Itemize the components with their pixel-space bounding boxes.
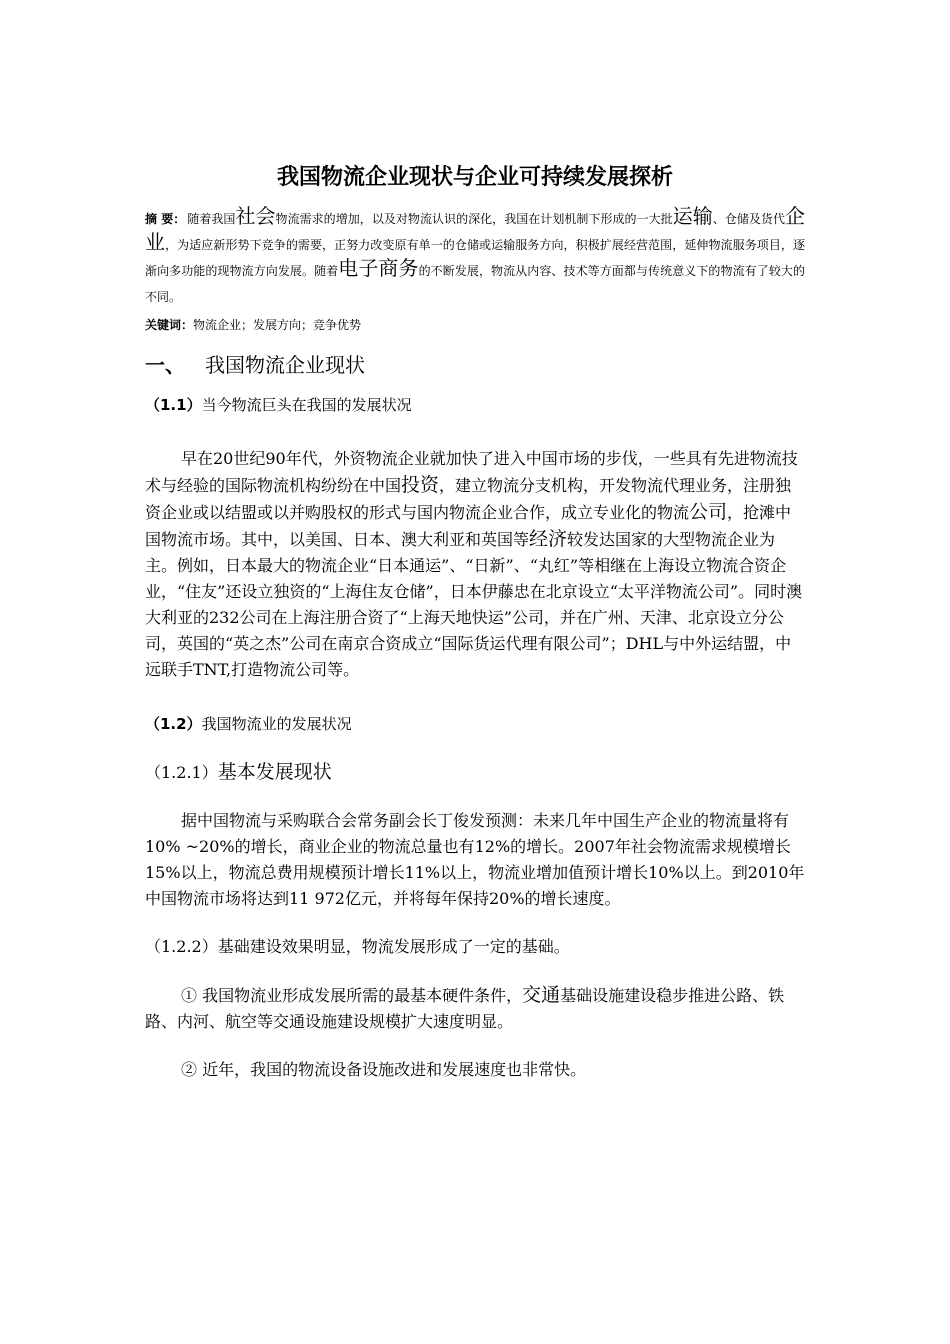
keywords-line xyxy=(145,314,805,336)
body-text: ，建立物流分支机构，开发物流代理业务，注册独资企业或以结盟或以并购股权的形式与国内物流企业合作，成立专业化的物流 xyxy=(145,476,792,522)
abstract-text: 随着我国 xyxy=(187,212,236,226)
body-link-term[interactable]: 经济 xyxy=(529,528,568,550)
body-link-term[interactable]: 投资 xyxy=(401,474,440,496)
sub-subsection-heading xyxy=(145,759,805,786)
abstract-text: 、仓储及货代 xyxy=(712,212,785,226)
subsection-heading xyxy=(145,711,805,737)
subsection-heading xyxy=(145,392,805,418)
abstract-text: 物流需求的增加，以及对物流认识的深化，我国在计划机制下形成的一大批 xyxy=(275,212,673,226)
body-text: ，抢滩中国物流市场。其中，以美国、日本、澳大利亚和英国等 xyxy=(145,503,792,549)
body-text: 早在20世纪90年代，外资物流企业就加快了进入中国市场的步伐，一些具有先进物流技术与经验的国际物流机构纷纷在中国 xyxy=(145,449,798,495)
page-title: 我国物流企业现状与企业可持续发展探析 xyxy=(276,165,673,190)
keywords-label: 关键词： xyxy=(145,318,194,332)
body-link-term[interactable]: 交通 xyxy=(522,984,561,1006)
sub-subsection-title: 基础建设效果明显，物流发展形成了一定的基础。 xyxy=(217,937,570,956)
body-paragraph: ② 近年，我国的物流设备设施改进和发展速度也非常快。 xyxy=(181,1060,587,1079)
keywords-text: 物流企业；发展方向；竞争优势 xyxy=(193,318,362,332)
abstract-label: 摘 要： xyxy=(145,212,186,226)
body-text: 基础设施建设稳步推进公路、铁路、内河、航空等交通设施建设规模扩大速度明显。 xyxy=(145,986,785,1031)
body-paragraph: 据中国物流与采购联合会常务副会长丁俊发预测：未来几年中国生产企业的物流量将有10% ~20%的增长，商业企业的物流总量也有12%的增长。2007年社会物流需求规模增长15%以上，物流总费用规模预计增长11%以上，物流业增加值预计增长10%以上。到2010年中国物流市场将达到11 972亿元，并将每年保持20%的增长速度。 xyxy=(145,811,805,908)
subsection-title: 我国物流业的发展状况 xyxy=(201,715,352,733)
subsection-number: （1.1） xyxy=(145,396,202,414)
abstract-link-term[interactable]: 运输 xyxy=(672,204,713,228)
section-title: 我国物流企业现状 xyxy=(205,353,365,377)
body-paragraph xyxy=(145,446,805,683)
section-number: 一、 xyxy=(145,353,185,377)
abstract-link-term[interactable]: 企业 xyxy=(145,204,805,254)
abstract-link-term[interactable]: 电子商务 xyxy=(338,256,419,280)
document-body xyxy=(145,160,805,1083)
body-paragraph xyxy=(145,982,805,1035)
sub-subsection-heading xyxy=(145,934,805,960)
abstract-paragraph xyxy=(145,206,805,310)
body-text: 较发达国家的大型物流企业为主。例如，日本最大的物流企业“日本通运”、“日新”、“丸红”等相继在上海设立物流合资企业，“住友”还设立独资的“上海住友仓储”，日本伊藤忠在北京设立“太平洋物流公司”。同时澳大利亚的232公司在上海注册合资了“上海天地快运”公司，并在广州、天津、北京设立分公司，英国的“英之杰”公司在南京合资成立“国际货运代理有限公司”；DHL与中外运结盟，中远联手TNT,打造物流公司等。 xyxy=(145,530,803,679)
abstract-text: 的不断发展，物流从内容、技术等方面都与传统意义下的物流有了较大的不同。 xyxy=(145,264,805,304)
subsection-title: 当今物流巨头在我国的发展状况 xyxy=(201,396,412,414)
sub-subsection-title: 基本发展现状 xyxy=(217,761,332,783)
subsection-number: （1.2） xyxy=(145,715,202,733)
body-link-term[interactable]: 公司 xyxy=(689,501,728,523)
sub-subsection-number: （1.2.1） xyxy=(145,763,218,782)
abstract-text: ，为适应新形势下竞争的需要，正努力改变原有单一的仓储或运输服务方向，积极扩展经营范围，延伸物流服务项目，逐渐向多功能的现物流方向发展。随着 xyxy=(145,238,805,278)
sub-subsection-number: （1.2.2） xyxy=(145,937,218,956)
section-heading xyxy=(145,350,805,380)
body-text: ① 我国物流业形成发展所需的最基本硬件条件， xyxy=(181,986,523,1005)
abstract-link-term[interactable]: 社会 xyxy=(235,204,276,228)
